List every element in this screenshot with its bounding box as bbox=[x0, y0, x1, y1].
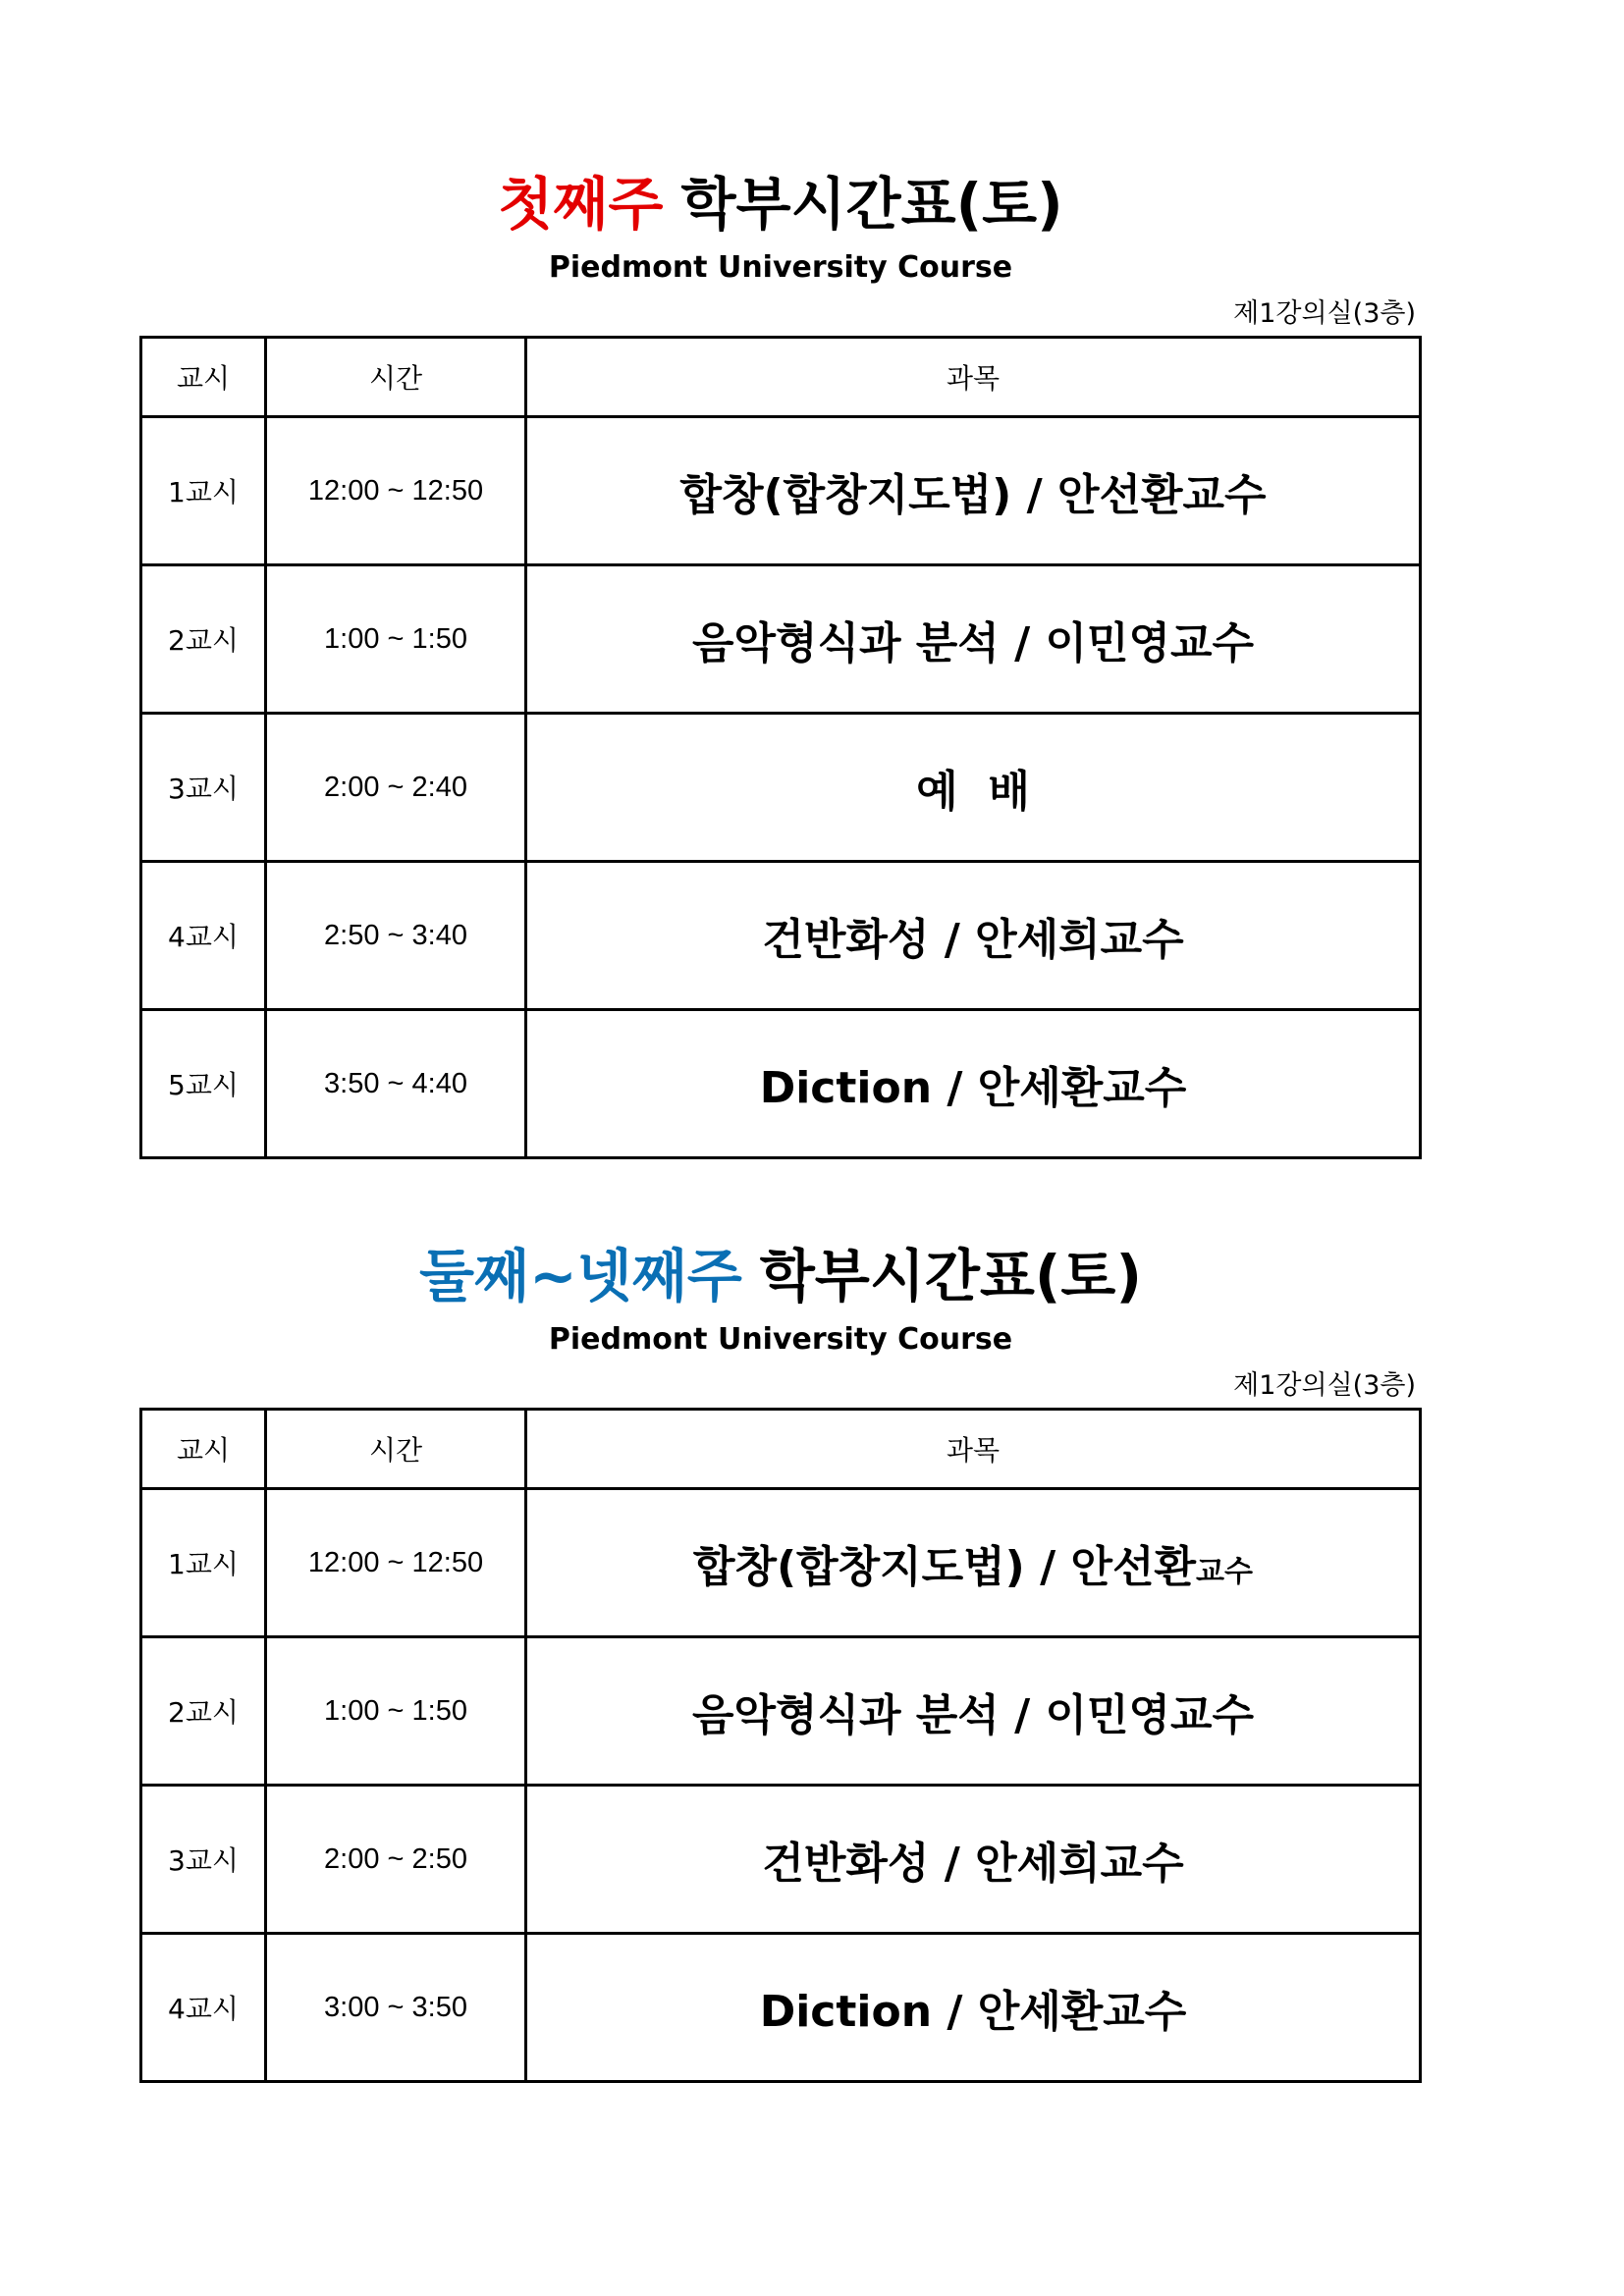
period-cell: 4교시 bbox=[141, 1934, 266, 2082]
period-cell: 3교시 bbox=[141, 714, 266, 862]
subject-cell: 음악형식과 분석 / 이민영교수 bbox=[526, 1637, 1421, 1786]
table-row bbox=[141, 1010, 1421, 1158]
time-cell: 1:00 ~ 1:50 bbox=[266, 565, 526, 714]
time-cell: 2:00 ~ 2:50 bbox=[266, 1786, 526, 1934]
table-header-row bbox=[141, 338, 1421, 417]
subject-cell: 건반화성 / 안세희교수 bbox=[526, 1786, 1421, 1934]
period-cell: 1교시 bbox=[141, 1489, 266, 1637]
table-row bbox=[141, 714, 1421, 862]
period-cell: 2교시 bbox=[141, 565, 266, 714]
subject-cell: 건반화성 / 안세희교수 bbox=[526, 862, 1421, 1010]
week2-section bbox=[139, 1237, 1422, 2083]
week2-subtitle: Piedmont University Course bbox=[548, 1322, 1013, 1357]
table-row bbox=[141, 565, 1421, 714]
period-cell: 5교시 bbox=[141, 1010, 266, 1158]
time-cell: 12:00 ~ 12:50 bbox=[266, 1489, 526, 1637]
table-row bbox=[141, 1786, 1421, 1934]
subject-cell: Diction / 안세환교수 bbox=[526, 1934, 1421, 2082]
subject-cell: 음악형식과 분석 / 이민영교수 bbox=[526, 565, 1421, 714]
week1-subtitle: Piedmont University Course bbox=[548, 250, 1013, 285]
time-cell: 3:00 ~ 3:50 bbox=[266, 1934, 526, 2082]
period-cell: 4교시 bbox=[141, 862, 266, 1010]
week2-title-rest: 학부시간표(토) bbox=[759, 1243, 1142, 1309]
header-period: 교시 bbox=[141, 1410, 266, 1489]
subject-cell: 합창(합창지도법) / 안선환교수 bbox=[526, 417, 1421, 565]
time-cell: 3:50 ~ 4:40 bbox=[266, 1010, 526, 1158]
subject-cell: 예 배 bbox=[526, 714, 1421, 862]
week2-table bbox=[139, 1408, 1422, 2083]
header-subject: 과목 bbox=[526, 1410, 1421, 1489]
table-row bbox=[141, 862, 1421, 1010]
week1-room: 제1강의실(3층) bbox=[1233, 298, 1416, 329]
week1-title bbox=[139, 165, 1422, 243]
time-cell: 1:00 ~ 1:50 bbox=[266, 1637, 526, 1786]
subject-main: 합창(합창지도법) / 안선환 bbox=[693, 1542, 1196, 1592]
table-header-row bbox=[141, 1410, 1421, 1489]
subject-suffix: 교수 bbox=[1196, 1555, 1253, 1589]
subject-cell bbox=[526, 1489, 1421, 1637]
time-cell: 2:50 ~ 3:40 bbox=[266, 862, 526, 1010]
time-cell: 2:00 ~ 2:40 bbox=[266, 714, 526, 862]
header-subject: 과목 bbox=[526, 338, 1421, 417]
week1-title-highlight: 첫째주 bbox=[498, 171, 664, 238]
header-time: 시간 bbox=[266, 1410, 526, 1489]
period-cell: 3교시 bbox=[141, 1786, 266, 1934]
week2-title bbox=[139, 1237, 1422, 1315]
week2-room: 제1강의실(3층) bbox=[1233, 1370, 1416, 1401]
header-time: 시간 bbox=[266, 338, 526, 417]
subject-cell: Diction / 안세환교수 bbox=[526, 1010, 1421, 1158]
table-row bbox=[141, 1934, 1421, 2082]
period-cell: 1교시 bbox=[141, 417, 266, 565]
table-row bbox=[141, 1637, 1421, 1786]
period-cell: 2교시 bbox=[141, 1637, 266, 1786]
week1-table bbox=[139, 336, 1422, 1159]
time-cell: 12:00 ~ 12:50 bbox=[266, 417, 526, 565]
table-row bbox=[141, 1489, 1421, 1637]
table-row bbox=[141, 417, 1421, 565]
week2-title-highlight: 둘째~넷째주 bbox=[419, 1243, 742, 1309]
week1-section bbox=[139, 165, 1422, 1159]
header-period: 교시 bbox=[141, 338, 266, 417]
week1-title-rest: 학부시간표(토) bbox=[680, 171, 1063, 238]
